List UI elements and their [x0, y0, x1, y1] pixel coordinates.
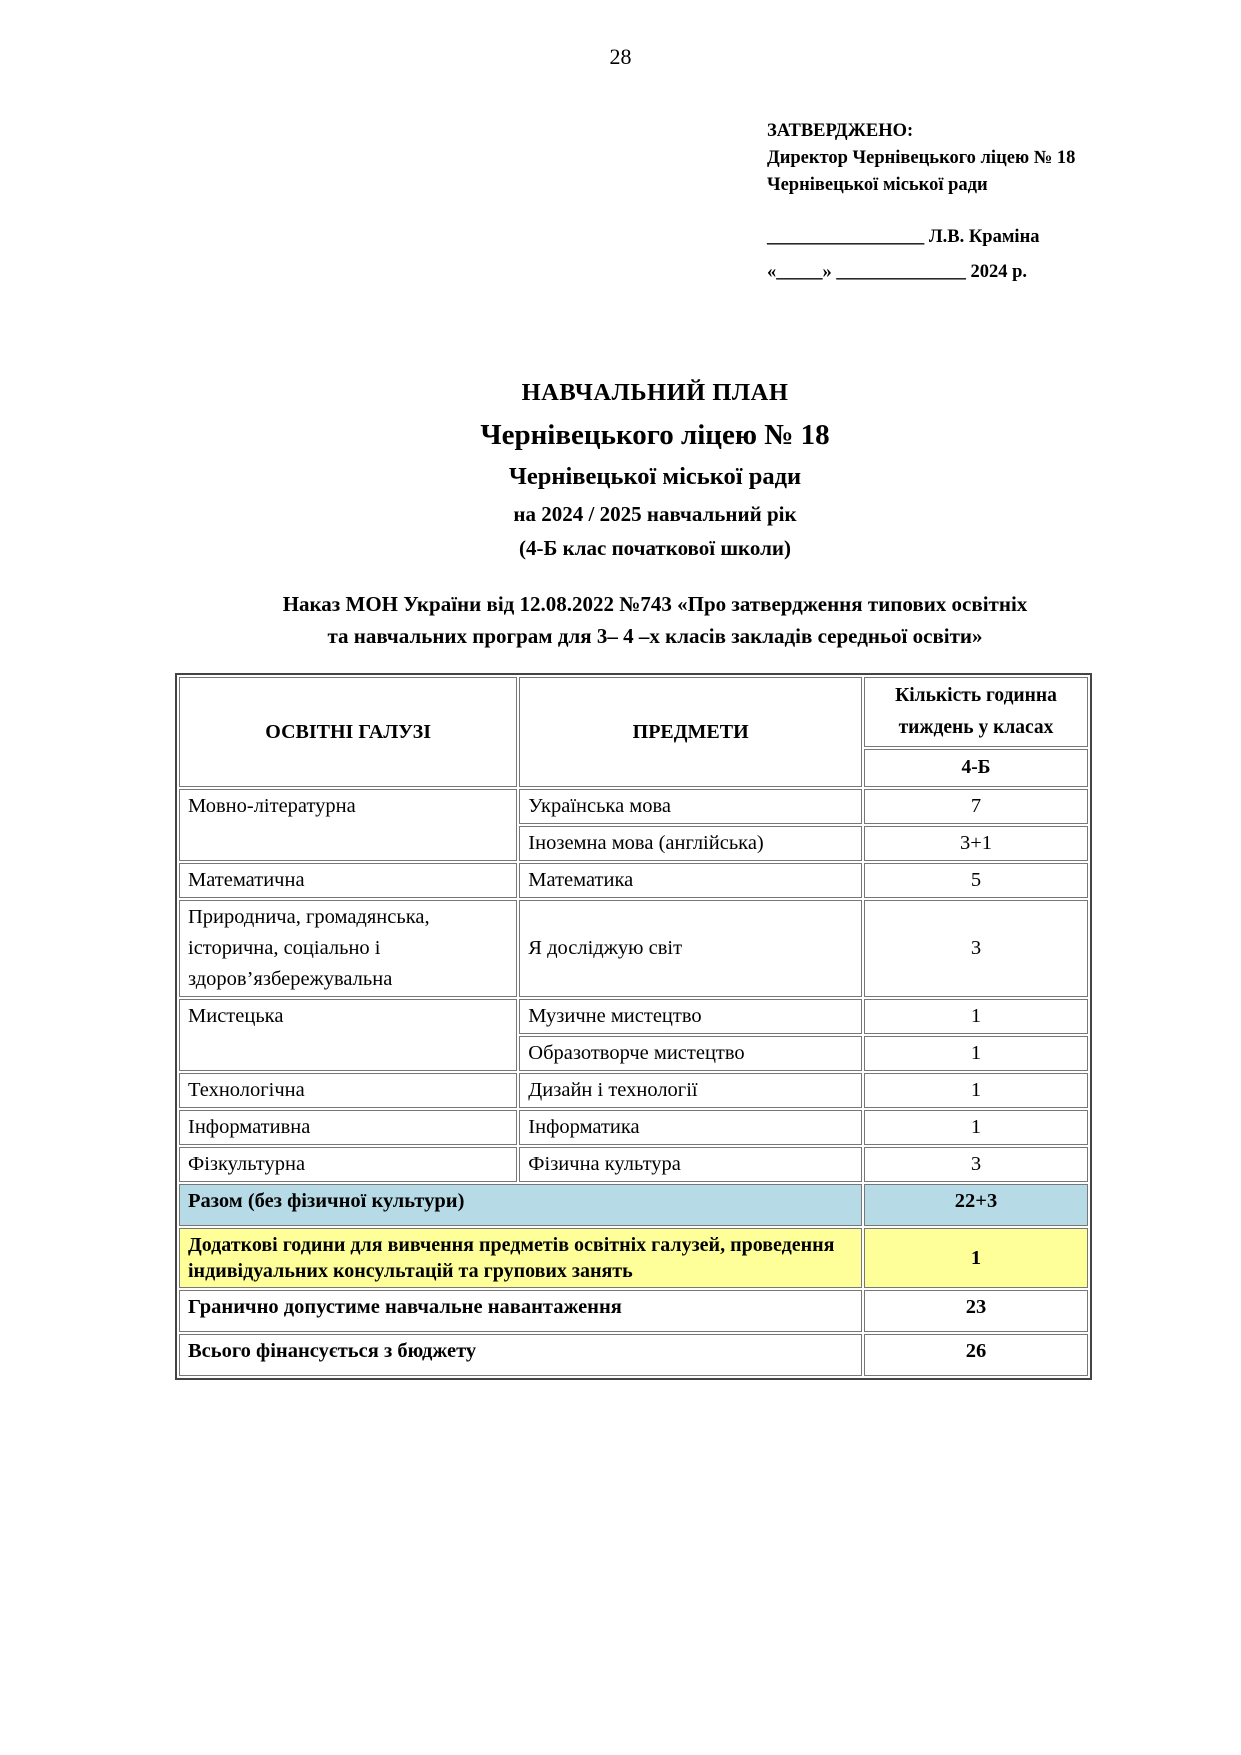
hours-cell: 7: [864, 789, 1088, 824]
order-line-2: та навчальних програм для 3– 4 –х класів закладів середньої освіти»: [327, 624, 983, 648]
table-row: [179, 789, 1088, 824]
title-line-1: НАВЧАЛЬНИЙ ПЛАН: [521, 379, 789, 406]
header-hours: Кількість годинна тиждень у класах: [864, 677, 1088, 747]
hours-cell: 1: [864, 999, 1088, 1034]
hours-cell: 3: [864, 900, 1088, 997]
summary-value: 26: [864, 1334, 1088, 1376]
hours-cell: 1: [864, 1036, 1088, 1071]
table-row: [179, 999, 1088, 1034]
field-cell: Фізкультурна: [179, 1147, 517, 1182]
field-cell: Інформативна: [179, 1110, 517, 1145]
document-title: [0, 373, 1241, 565]
title-line-4: на 2024 / 2025 навчальний рік: [513, 502, 797, 526]
field-cell: Мистецька: [179, 999, 517, 1071]
table-row: [179, 1147, 1088, 1182]
table-row: [179, 863, 1088, 898]
hours-cell: 3+1: [864, 826, 1088, 861]
title-line-3: Чернівецької міської ради: [508, 463, 802, 490]
approval-heading: ЗАТВЕРДЖЕНО:: [767, 121, 914, 141]
subject-cell: Фізична культура: [519, 1147, 862, 1182]
summary-row-budget: [179, 1334, 1088, 1376]
summary-label: Разом (без фізичної культури): [179, 1184, 862, 1226]
field-cell: Математична: [179, 863, 517, 898]
summary-row-max-load: [179, 1290, 1088, 1332]
summary-row-total: [179, 1184, 1088, 1226]
header-class: 4-Б: [864, 749, 1088, 787]
field-cell: Технологічна: [179, 1073, 517, 1108]
header-subjects: ПРЕДМЕТИ: [519, 677, 862, 787]
subject-cell: Музичне мистецтво: [519, 999, 862, 1034]
subject-cell: Математика: [519, 863, 862, 898]
summary-label: Гранично допустиме навчальне навантаження: [179, 1290, 862, 1332]
title-line-5: (4-Б клас початкової школи): [519, 536, 791, 560]
subject-cell: Я досліджую світ: [519, 900, 862, 997]
header-field: ОСВІТНІ ГАЛУЗІ: [179, 677, 517, 787]
curriculum-table: [175, 673, 1092, 1380]
approval-date-line: «_____» ______________ 2024 р.: [767, 262, 1028, 282]
hours-cell: 5: [864, 863, 1088, 898]
approval-block: [767, 118, 1075, 286]
title-line-2: Чернівецького ліцею № 18: [480, 419, 830, 451]
page-number: 28: [609, 44, 632, 69]
summary-value: 23: [864, 1290, 1088, 1332]
subject-cell: Дизайн і технології: [519, 1073, 862, 1108]
field-cell: Мовно-літературна: [179, 789, 517, 861]
hours-cell: 3: [864, 1147, 1088, 1182]
subject-cell: Інформатика: [519, 1110, 862, 1145]
subject-cell: Іноземна мова (англійська): [519, 826, 862, 861]
table-row: [179, 900, 1088, 997]
summary-label: Всього фінансується з бюджету: [179, 1334, 862, 1376]
summary-row-additional: [179, 1228, 1088, 1288]
table-row: [179, 1110, 1088, 1145]
subject-cell: Образотворче мистецтво: [519, 1036, 862, 1071]
table-header-row: [179, 677, 1088, 747]
hours-cell: 1: [864, 1110, 1088, 1145]
approval-signature-line: _________________ Л.В. Краміна: [767, 227, 1040, 247]
order-line-1: Наказ МОН України від 12.08.2022 №743 «Про затвердження типових освітніх: [282, 592, 1028, 616]
subject-cell: Українська мова: [519, 789, 862, 824]
table-row: [179, 1073, 1088, 1108]
summary-value: 22+3: [864, 1184, 1088, 1226]
field-cell: Природнича, громадянська, історична, соціально і здоров’язбережувальна: [179, 900, 517, 997]
approval-position-line2: Чернівецької міської ради: [767, 175, 988, 195]
hours-cell: 1: [864, 1073, 1088, 1108]
summary-value: 1: [864, 1228, 1088, 1288]
summary-label: Додаткові години для вивчення предметів освітніх галузей, проведення індивідуальних консультацій та групових занять: [179, 1228, 862, 1288]
approval-position-line1: Директор Чернівецького ліцею № 18: [767, 148, 1076, 168]
order-reference: [205, 588, 1105, 652]
